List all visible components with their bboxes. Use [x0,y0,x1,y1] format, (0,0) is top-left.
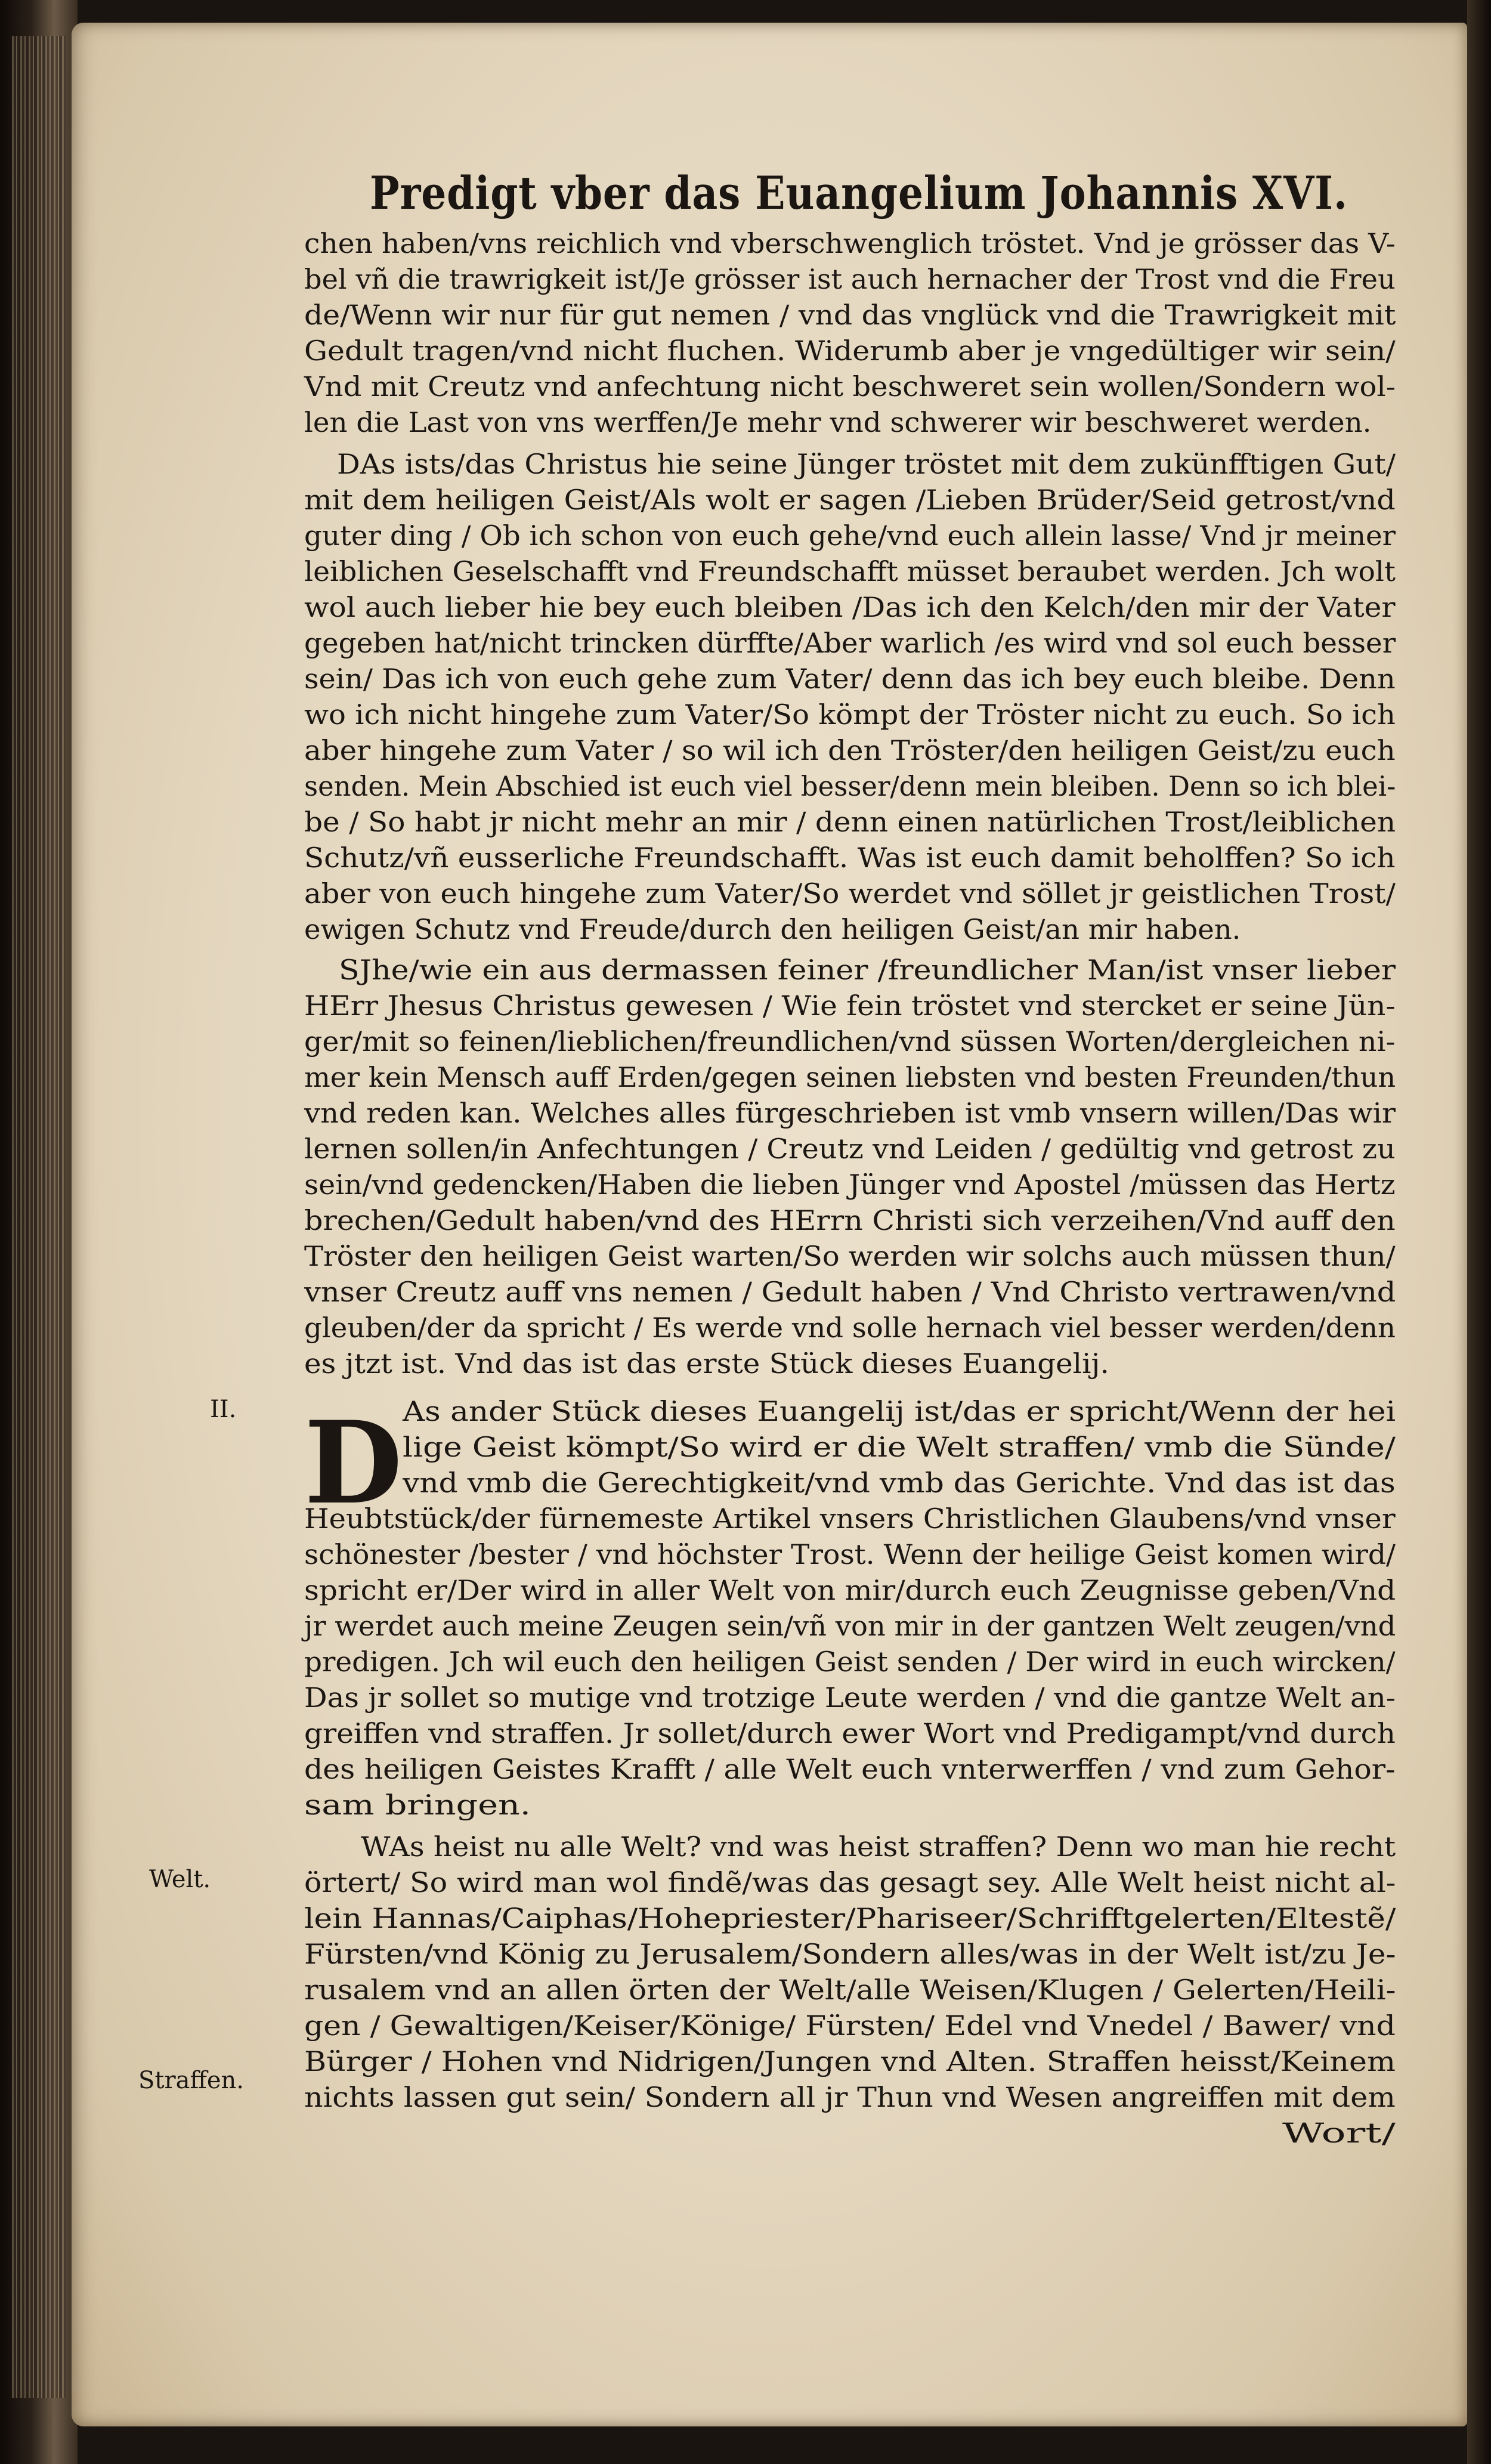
text-line: Das jr sollet so mutige vnd trotzige Leute werden / vnd die gantze Welt an- [304,1681,1396,1714]
text-line: Heubtstück/der fürnemeste Artikel vnsers Christlichen Glaubens/vnd vnser [304,1502,1396,1535]
text-line: greiffen vnd straffen. Jr sollet/durch ewer Wort vnd Predigampt/vnd durch [304,1717,1396,1749]
text-line: SJhe/wie ein aus dermassen feiner /freundlicher Man/ist vnser lieber [339,954,1396,986]
text-line: chen haben/vns reichlich vnd vberschwenglich tröstet. Vnd je grösser das V- [304,227,1396,259]
page-stack-edges [12,36,66,2398]
text-line: jr werdet auch meine Zeugen sein/vñ von mir in der gantzen Welt zeugen/vnd [304,1610,1396,1642]
text-line: vnser Creutz auff vns nemen / Gedult haben / Vnd Christo vertrawen/vnd [304,1276,1396,1308]
margin-note-welt: Welt. [149,1866,211,1893]
text-line: vnd vmb die Gerechtigkeit/vnd vmb das Gerichte. Vnd das ist das [403,1467,1396,1499]
text-line: schönester /bester / vnd höchster Trost. Wenn der heilige Geist komen wird/ [304,1538,1396,1570]
text-line: WAs heist nu alle Welt? vnd was heist straffen? Denn wo man hie recht [361,1831,1396,1863]
initial-capital: D [304,1396,403,1529]
text-line: lein Hannas/Caiphas/Hohepriester/Phariseer/Schrifftgelerten/Eltestẽ/ [304,1902,1396,1934]
text-line: Bürger / Hohen vnd Nidrigen/Jungen vnd Alten. Straffen heisst/Keinem [304,2045,1396,2077]
running-title: Predigt vber das Euangelium Johannis XVI. [370,166,1348,219]
text-line: Gedult tragen/vnd nicht fluchen. Widerumb aber je vngedültiger wir sein/ [304,335,1396,367]
text-line: lige Geist kömpt/So wird er die Welt straffen/ vmb die Sünde/ [403,1431,1396,1463]
text-line: wol auch lieber hie bey euch bleiben /Das ich den Kelch/den mir der Vater [304,591,1396,623]
text-line: aber von euch hingehe zum Vater/So werdet vnd söllet jr geistlichen Trost/ [304,877,1396,910]
text-line: len die Last von vns werffen/Je mehr vnd schwerer wir beschweret werden. [304,406,1372,438]
text-line: wo ich nicht hingehe zum Vater/So kömpt der Tröster nicht zu euch. So ich [304,698,1396,731]
text-line: bel vñ die trawrigkeit ist/Je grösser ist auch hernacher der Trost vnd die Freu [304,263,1396,295]
text-line: des heiligen Geistes Krafft / alle Welt euch vnterwerffen / vnd zum Gehor- [304,1753,1396,1785]
text-line: DAs ists/das Christus hie seine Jünger tröstet mit dem zukünfftigen Gut/ [337,448,1396,480]
text-line: Tröster den heiligen Geist warten/So werden wir solchs auch müssen thun/ [304,1240,1396,1272]
text-line: Fürsten/vnd König zu Jerusalem/Sondern alles/was in der Welt ist/zu Je- [304,1938,1396,1970]
margin-section-number: II. [210,1396,237,1423]
text-line: mit dem heiligen Geist/Als wolt er sagen /Lieben Brüder/Seid getrost/vnd [304,484,1396,516]
text-line: de/Wenn wir nur für gut nemen / vnd das vnglück vnd die Trawrigkeit mit [304,299,1396,331]
book-edge-right [1467,0,1491,2464]
text-line: guter ding / Ob ich schon von euch gehe/vnd euch allein lasse/ Vnd jr meiner [304,520,1396,552]
text-line: HErr Jhesus Christus gewesen / Wie fein tröstet vnd stercket er seine Jün- [304,990,1396,1022]
text-line: be / So habt jr nicht mehr an mir / denn einen natürlichen Trost/leiblichen [304,806,1396,838]
text-line: mer kein Mensch auff Erden/gegen seinen liebsten vnd besten Freunden/thun [304,1061,1396,1093]
text-line: spricht er/Der wird in aller Welt von mir/durch euch Zeugnisse geben/Vnd [304,1574,1396,1606]
text-line: nichts lassen gut sein/ Sondern all jr Thun vnd Wesen angreiffen mit dem [304,2081,1396,2113]
text-line: brechen/Gedult haben/vnd des HErrn Christi sich verzeihen/Vnd auff den [304,1204,1396,1236]
text-line: vnd reden kan. Welches alles fürgeschrieben ist vmb vnsern willen/Das wir [304,1097,1396,1129]
text-line: Wort/ [1282,2117,1396,2149]
text-line: aber hingehe zum Vater / so wil ich den Tröster/den heiligen Geist/zu euch [304,734,1396,766]
text-line: gleuben/der da spricht / Es werde vnd solle hernach viel besser werden/denn [304,1312,1396,1344]
text-line: sein/vnd gedencken/Haben die lieben Jünger vnd Apostel /müssen das Hertz [304,1168,1396,1201]
text-line: Schutz/vñ eusserliche Freundschafft. Was ist euch damit beholffen? So ich [304,842,1396,874]
text-line: sam bringen. [304,1789,531,1821]
text-line: lernen sollen/in Anfechtungen / Creutz vnd Leiden / gedültig vnd getrost zu [304,1133,1396,1165]
text-line: predigen. Jch wil euch den heiligen Geist senden / Der wird in euch wircken/ [304,1646,1396,1678]
text-line: es jtzt ist. Vnd das ist das erste Stück dieses Euangelij. [304,1347,1109,1380]
text-line: As ander Stück dieses Euangelij ist/das er spricht/Wenn der hei [403,1395,1396,1427]
text-line: ger/mit so feinen/lieblichen/freundlichen/vnd süssen Worten/dergleichen ni- [304,1025,1396,1058]
text-line: leiblichen Geselschafft vnd Freundschafft müsset beraubet werden. Jch wolt [304,555,1396,588]
text-line: sein/ Das ich von euch gehe zum Vater/ denn das ich bey euch bleibe. Denn [304,663,1396,695]
text-line: örtert/ So wird man wol findẽ/was das gesagt sey. Alle Welt heist nicht al- [304,1866,1396,1899]
text-line: senden. Mein Abschied ist euch viel besser/denn mein bleiben. Denn so ich blei- [304,770,1396,802]
text-line: ewigen Schutz vnd Freude/durch den heiligen Geist/an mir haben. [304,913,1241,945]
text-line: gegeben hat/nicht trincken dürffte/Aber warlich /es wird vnd sol euch besser [304,627,1396,659]
text-line: Vnd mit Creutz vnd anfechtung nicht beschweret sein wollen/Sondern wol- [304,370,1396,403]
margin-note-straffen: Straffen. [138,2067,245,2094]
text-line: rusalem vnd an allen örten der Welt/alle Weisen/Klugen / Gelerten/Heili- [304,1974,1396,2006]
text-line: gen / Gewaltigen/Keiser/Könige/ Fürsten/ Edel vnd Vnedel / Bawer/ vnd [304,2009,1396,2042]
